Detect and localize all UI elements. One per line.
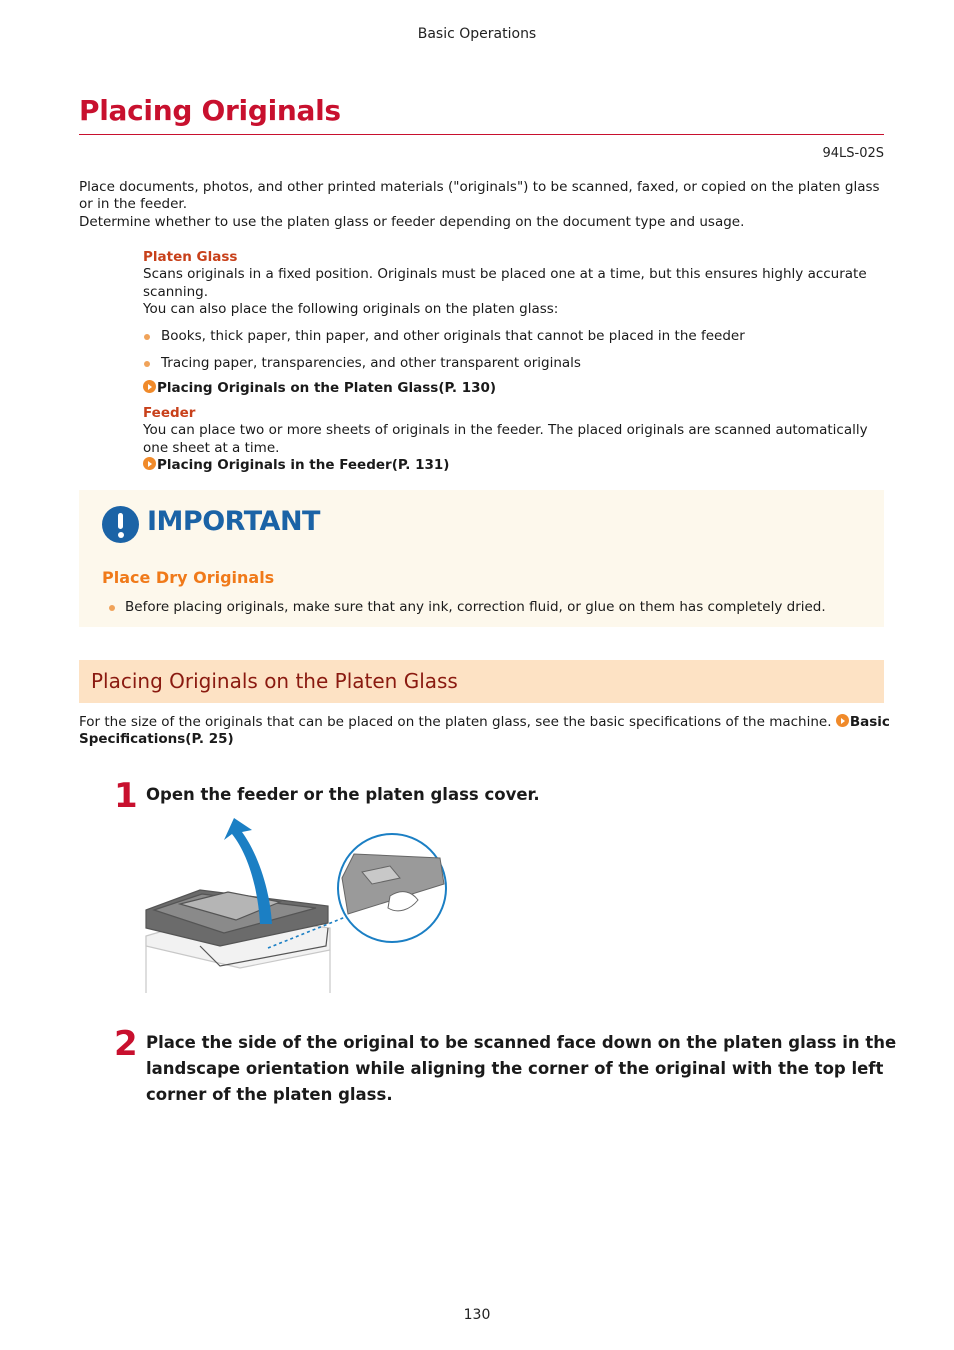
platen-line-3: You can also place the following originals on the platen glass: — [143, 301, 559, 317]
arrow-circle-icon — [143, 380, 156, 393]
list-item: Books, thick paper, thin paper, and other originals that cannot be placed in the feeder — [161, 328, 745, 344]
link-text[interactable]: Placing Originals on the Platen Glass(P. 130) — [157, 380, 497, 396]
intro-line-3: Determine whether to use the platen glass or feeder depending on the document type and usage. — [79, 214, 745, 230]
page-number: 130 — [463, 1307, 491, 1323]
platen-line-1: Scans originals in a fixed position. Originals must be placed one at a time, but this ensures highly accurate — [143, 266, 867, 282]
list-item: Tracing paper, transparencies, and other transparent originals — [161, 355, 581, 371]
link-feeder[interactable] — [143, 457, 449, 473]
intro-line-1: Place documents, photos, and other printed materials ("originals") to be scanned, faxed, or copied on the platen glass — [79, 179, 880, 195]
important-subtitle: Place Dry Originals — [102, 568, 275, 587]
step-text: Open the feeder or the platen glass cover. — [146, 785, 540, 804]
step-number: 2 — [114, 1024, 138, 1064]
link-text[interactable]: Placing Originals in the Feeder(P. 131) — [157, 457, 450, 473]
exclamation-circle-icon — [102, 506, 139, 543]
step-number: 1 — [114, 776, 138, 816]
important-bullet: Before placing originals, make sure that any ink, correction fluid, or glue on them has completely dried. — [125, 599, 826, 615]
arrow-circle-icon — [143, 457, 156, 470]
feeder-label: Feeder — [143, 405, 196, 421]
step-text-line: landscape orientation while aligning the corner of the original with the top left — [146, 1059, 884, 1078]
feeder-line-2: one sheet at a time. — [143, 440, 280, 456]
section-text — [79, 714, 890, 732]
section-title: Placing Originals on the Platen Glass — [91, 669, 458, 693]
link-basic-specifications[interactable] — [836, 714, 890, 730]
feeder-line-1: You can place two or more sheets of originals in the feeder. The placed originals are scanned automatically — [143, 422, 868, 438]
title-divider — [79, 134, 884, 135]
section-text-1: For the size of the originals that can be placed on the platen glass, see the basic specifications of the machine. — [79, 714, 832, 730]
page-title: Placing Originals — [79, 94, 341, 127]
bullet-dot-icon — [109, 605, 115, 611]
link-text[interactable]: Basic — [849, 714, 890, 730]
link-basic-specifications-cont[interactable]: Specifications(P. 25) — [79, 731, 234, 747]
bullet-dot-icon — [144, 334, 150, 340]
platen-line-2: scanning. — [143, 284, 209, 300]
link-platen-glass[interactable] — [143, 380, 496, 396]
document-id: 94LS-02S — [822, 146, 884, 161]
step-text-line: corner of the platen glass. — [146, 1085, 393, 1104]
arrow-circle-icon — [836, 714, 849, 727]
important-title: IMPORTANT — [147, 506, 320, 537]
intro-line-2: or in the feeder. — [79, 196, 187, 212]
running-header: Basic Operations — [417, 26, 537, 42]
platen-glass-label: Platen Glass — [143, 249, 238, 265]
bullet-dot-icon — [144, 361, 150, 367]
printer-illustration — [140, 818, 460, 996]
step-text — [146, 1030, 896, 1108]
step-text-line: Place the side of the original to be scanned face down on the platen glass in the — [146, 1033, 897, 1052]
